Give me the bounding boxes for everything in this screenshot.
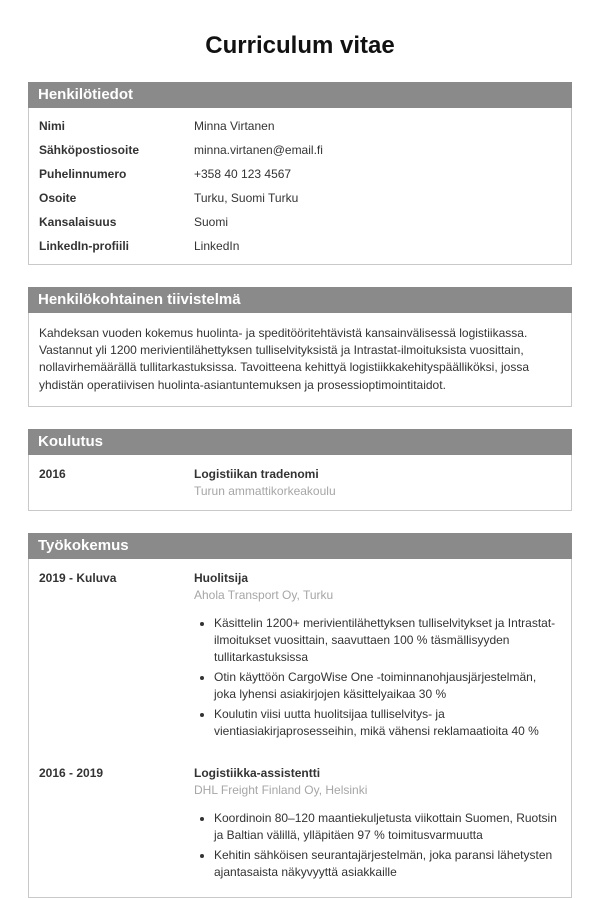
cv-content — [28, 82, 572, 898]
section-personal-info — [28, 82, 572, 265]
info-label: Sähköpostiosoite — [39, 142, 140, 157]
experience-bullet-list — [194, 810, 561, 881]
info-value: LinkedIn — [194, 238, 240, 253]
experience-bullet: • Käsittelin 1200+ merivientilähettyksen tulliselvitykset ja Intrastat-ilmoitukset vuosittain, saavuttaen 100 % täsmällisyyden tullitarkastuksissa — [214, 615, 561, 666]
info-row-name — [39, 114, 561, 138]
experience-bullet-list — [194, 615, 561, 740]
section-summary — [28, 287, 572, 407]
info-label: Puhelinnumero — [39, 166, 127, 181]
info-row-phone — [39, 162, 561, 186]
info-label: Kansalaisuus — [39, 214, 117, 229]
page-title: Curriculum vitae — [205, 32, 395, 59]
section-header-education: Koulutus — [28, 429, 572, 455]
info-value: Suomi — [194, 214, 229, 229]
summary-body — [28, 313, 572, 408]
info-value: Turku, Suomi Turku — [194, 190, 299, 205]
education-body — [28, 455, 572, 511]
experience-details — [194, 766, 561, 885]
experience-details — [194, 571, 561, 744]
experience-period: 2019 - Kuluva — [39, 570, 117, 585]
experience-period: 2016 - 2019 — [39, 765, 104, 780]
experience-company: DHL Freight Finland Oy, Helsinki — [194, 782, 368, 797]
experience-bullet: • Kehitin sähköisen seurantajärjestelmän, joka paransi lähetysten ajantasaista näkyvyyttä asiakkaille — [214, 847, 561, 881]
info-row-address — [39, 186, 561, 210]
education-degree: Logistiikan tradenomi — [194, 466, 319, 481]
experience-role: Logistiikka-assistentti — [194, 765, 321, 780]
info-row-email — [39, 138, 561, 162]
section-header-experience: Työkokemus — [28, 533, 572, 559]
section-education — [28, 429, 572, 511]
info-label: LinkedIn-profiili — [39, 238, 129, 253]
section-experience — [28, 533, 572, 898]
info-value: Minna Virtanen — [194, 118, 275, 133]
education-school: Turun ammattikorkeakoulu — [194, 483, 336, 498]
experience-body — [28, 559, 572, 898]
experience-entry-current — [39, 565, 561, 750]
education-entry — [39, 461, 561, 504]
experience-company: Ahola Transport Oy, Turku — [194, 587, 334, 602]
summary-text: Kahdeksan vuoden kokemus huolinta- ja speditööritehtävistä kansainvälisessä logistiikassa. Vastannut yli 1200 merivientilähettyksen tulliselvityksistä ja Intrastat-ilmoituksista vuosittain, nollavirhemäärällä tullitarkastuksissa. Tavoitteena kehittyä logistiikkakehityspäälliköksi, jossa yhdistän operatiivisen huolinta-asiantuntemuksen ja prosessioptimointitaidot. — [39, 325, 530, 392]
info-row-nationality — [39, 210, 561, 234]
section-header-personal-info: Henkilötiedot — [28, 82, 572, 108]
section-header-summary: Henkilökohtainen tiivistelmä — [28, 287, 572, 313]
info-value: minna.virtanen@email.fi — [194, 142, 323, 157]
experience-bullet: • Koordinoin 80–120 maantiekuljetusta viikottain Suomen, Ruotsin ja Baltian välillä, ylläpitäen 97 % toimitusvarmuutta — [214, 810, 561, 844]
personal-info-body — [28, 108, 572, 265]
experience-bullet: • Koulutin viisi uutta huolitsijaa tulliselvitys- ja vientiasiakirjaprosesseihin, mikä vähensi reklamaatioita 40 % — [214, 706, 561, 740]
education-details — [194, 467, 561, 498]
experience-role: Huolitsija — [194, 570, 249, 585]
info-row-linkedin — [39, 234, 561, 258]
info-label: Osoite — [39, 190, 77, 205]
info-label: Nimi — [39, 118, 66, 133]
experience-entry-previous — [39, 760, 561, 891]
experience-bullet: • Otin käyttöön CargoWise One -toiminnanohjausjärjestelmän, joka lyhensi asiakirjojen käsittelyaikaa 30 % — [214, 669, 561, 703]
info-value: +358 40 123 4567 — [194, 166, 292, 181]
education-period: 2016 — [39, 466, 66, 481]
